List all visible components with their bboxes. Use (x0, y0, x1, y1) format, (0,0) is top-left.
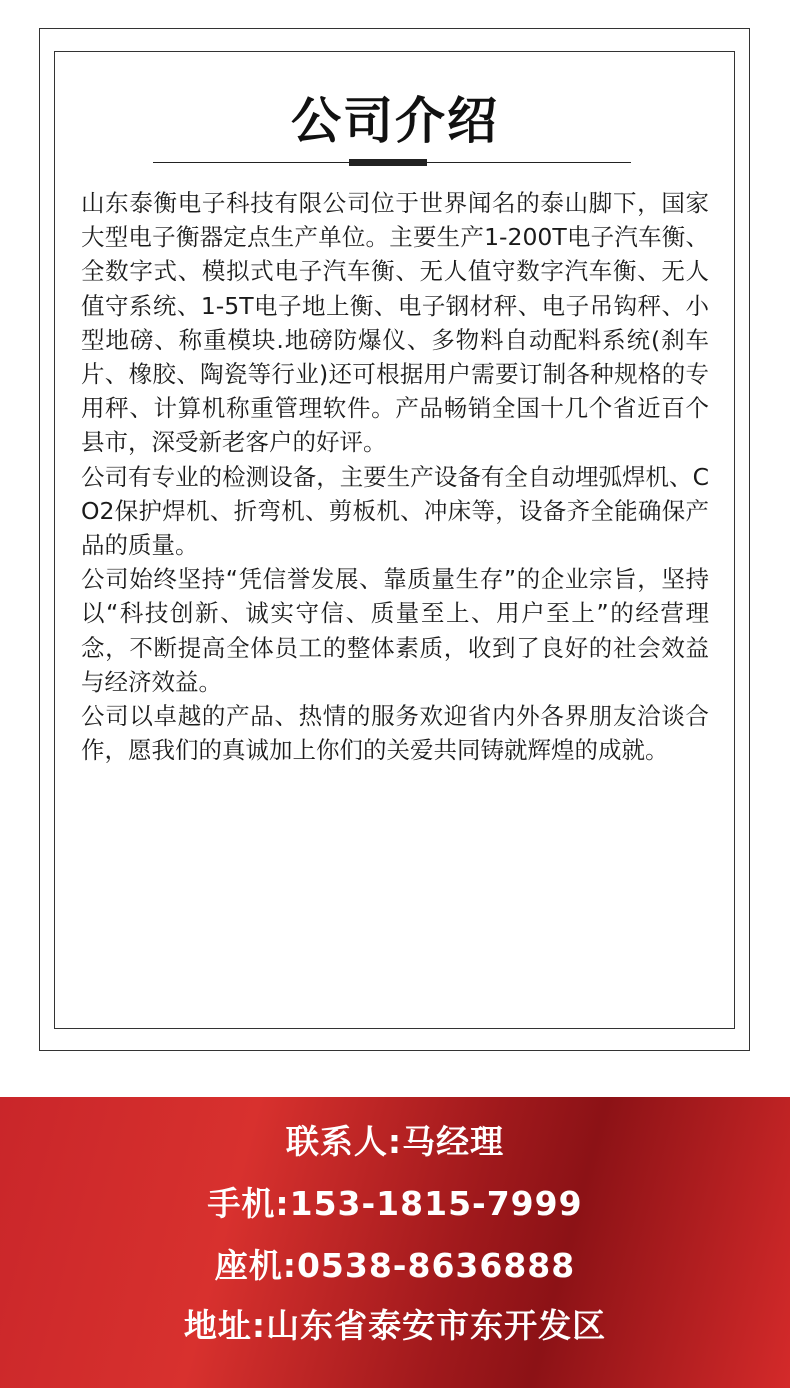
company-intro-text (81, 186, 709, 767)
contact-mobile: 手机:153-1815-7999 (207, 1184, 583, 1223)
intro-paragraph-equipment: 公司有专业的检测设备，主要生产设备有全自动埋弧焊机、CO2保护焊机、折弯机、剪板机、冲床等，设备齐全能确保产品的质量。 (81, 462, 709, 560)
intro-paragraph-products: 山东泰衡电子科技有限公司位于世界闻名的泰山脚下，国家大型电子衡器定点生产单位。主要生产1-200T电子汽车衡、全数字式、模拟式电子汽车衡、无人值守数字汽车衡、无人值守系统、1-5T电子地上衡、电子钢材秤、电子吊钩秤、小型地磅、称重模块.地磅防爆仪、多物料自动配料系统(刹车片、橡胶、陶瓷等行业)还可根据用户需要订制各种规格的专用秤、计算机称重管理软件。产品畅销全国十几个省近百个县市，深受新老客户的好评。 (81, 189, 709, 457)
contact-panel (0, 1097, 790, 1388)
title-underline-accent (349, 159, 427, 166)
intro-paragraph-welcome: 公司以卓越的产品、热情的服务欢迎省内外各界朋友洽谈合作，愿我们的真诚加上你们的关爱共同铸就辉煌的成就。 (81, 702, 709, 765)
intro-paragraph-philosophy: 公司始终坚持“凭信誉发展、靠质量生存”的企业宗旨，坚持以“科技创新、诚实守信、质量至上、用户至上”的经营理念，不断提高全体员工的整体素质，收到了良好的社会效益与经济效益。 (81, 565, 709, 696)
page-title: 公司介绍 (291, 92, 499, 150)
contact-address: 地址:山东省泰安市东开发区 (183, 1306, 607, 1345)
contact-landline: 座机:0538-8636888 (214, 1246, 576, 1285)
contact-person: 联系人:马经理 (285, 1122, 505, 1161)
